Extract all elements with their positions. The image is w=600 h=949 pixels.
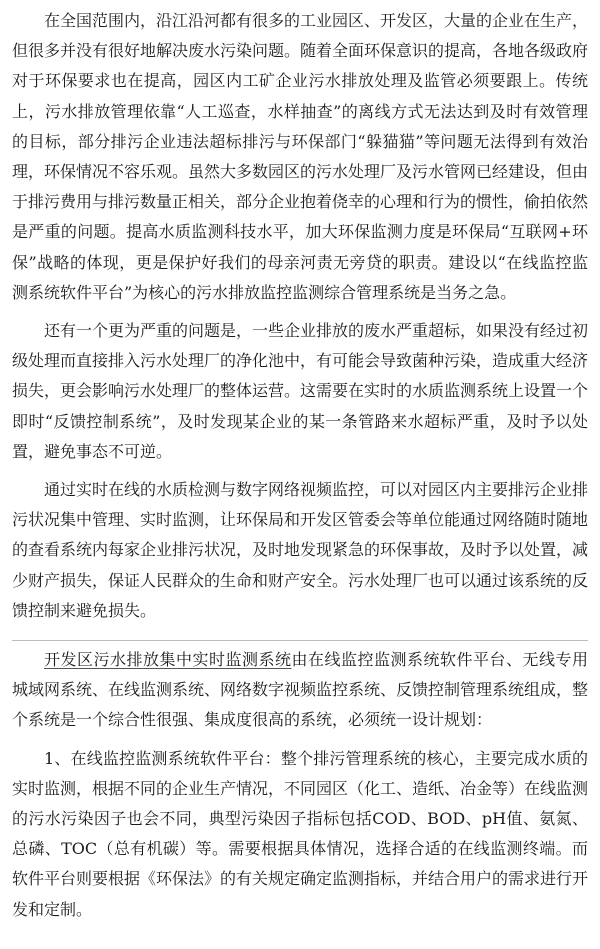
paragraph-system-composition bbox=[12, 640, 588, 736]
system-composition-text: 由在线监控监测系统软件平台、无线专用城域网系统、在线监测系统、网络数字视频监控系统、反馈控制管理系统组成，整个系统是一个综合性很强、集成度很高的系统，必须统一设计规划： bbox=[12, 650, 589, 730]
system-name-link[interactable]: 开发区污水排放集中实时监测系统 bbox=[44, 650, 292, 670]
paragraph-industrial-parks: 在全国范围内，沿江沿河都有很多的工业园区、开发区，大量的企业在生产，但很多并没有很好地解决废水污染问题。随着全面环保意识的提高，各地各级政府对于环保要求也在提高，园区内工矿企业污水排放处理及监管必须要跟上。传统上，污水排放管理依靠“人工巡查，水样抽查”的离线方式无法达到及时有效管理的目标，部分排污企业违法超标排污与环保部门“躲猫猫”等问题无法得到有效治理，环保情况不容乐观。虽然大多数园区的污水处理厂及污水管网已经建设，但由于排污费用与排污数量正相关，部分企业抱着侥幸的心理和行为的惯性，偷拍依然是严重的问题。提高水质监测科技水平，加大环保监测力度是环保局“互联网+环保”战略的体现，更是保护好我们的母亲河责无旁贷的职责。建设以“在线监控监测系统软件平台”为核心的污水排放监控监测综合管理系统是当务之急。 bbox=[12, 11, 589, 302]
paragraph-realtime-monitoring: 通过实时在线的水质检测与数字网络视频监控，可以对园区内主要排污企业排污状况集中管理、实时监测，让环保局和开发区管委会等单位能通过网络随时随地的查看系统内每家企业排污状况，及时地发现紧急的环保事故，及时予以处置，减少财产损失，保证人民群众的生命和财产安全。污水处理厂也可以通过该系统的反馈控制来避免损失。 bbox=[12, 480, 589, 620]
paragraph-serious-problem: 还有一个更为严重的问题是，一些企业排放的废水严重超标，如果没有经过初级处理而直接排入污水处理厂的净化池中，有可能会导致菌种污染，造成重大经济损失，更会影响污水处理厂的整体运营。这需要在实时的水质监测系统上设置一个即时“反馈控制系统”，及时发现某企业的某一条管路来水超标严重，及时予以处置，避免事态不可逆。 bbox=[12, 321, 589, 461]
list-item-software-platform: 1、在线监控监测系统软件平台：整个排污管理系统的核心，主要完成水质的实时监测，根据不同的企业生产情况，不同园区（化工、造纸、冶金等）在线监测的污水污染因子也会不同，典型污染因子指标包括COD、BOD、pH值、氨氮、总磷、TOC（总有机碳）等。需要根据具体情况，选择合适的在线监测终端。而软件平台则要根据《环保法》的有关规定确定监测指标，并结合用户的需求进行开发和定制。 bbox=[12, 748, 589, 919]
